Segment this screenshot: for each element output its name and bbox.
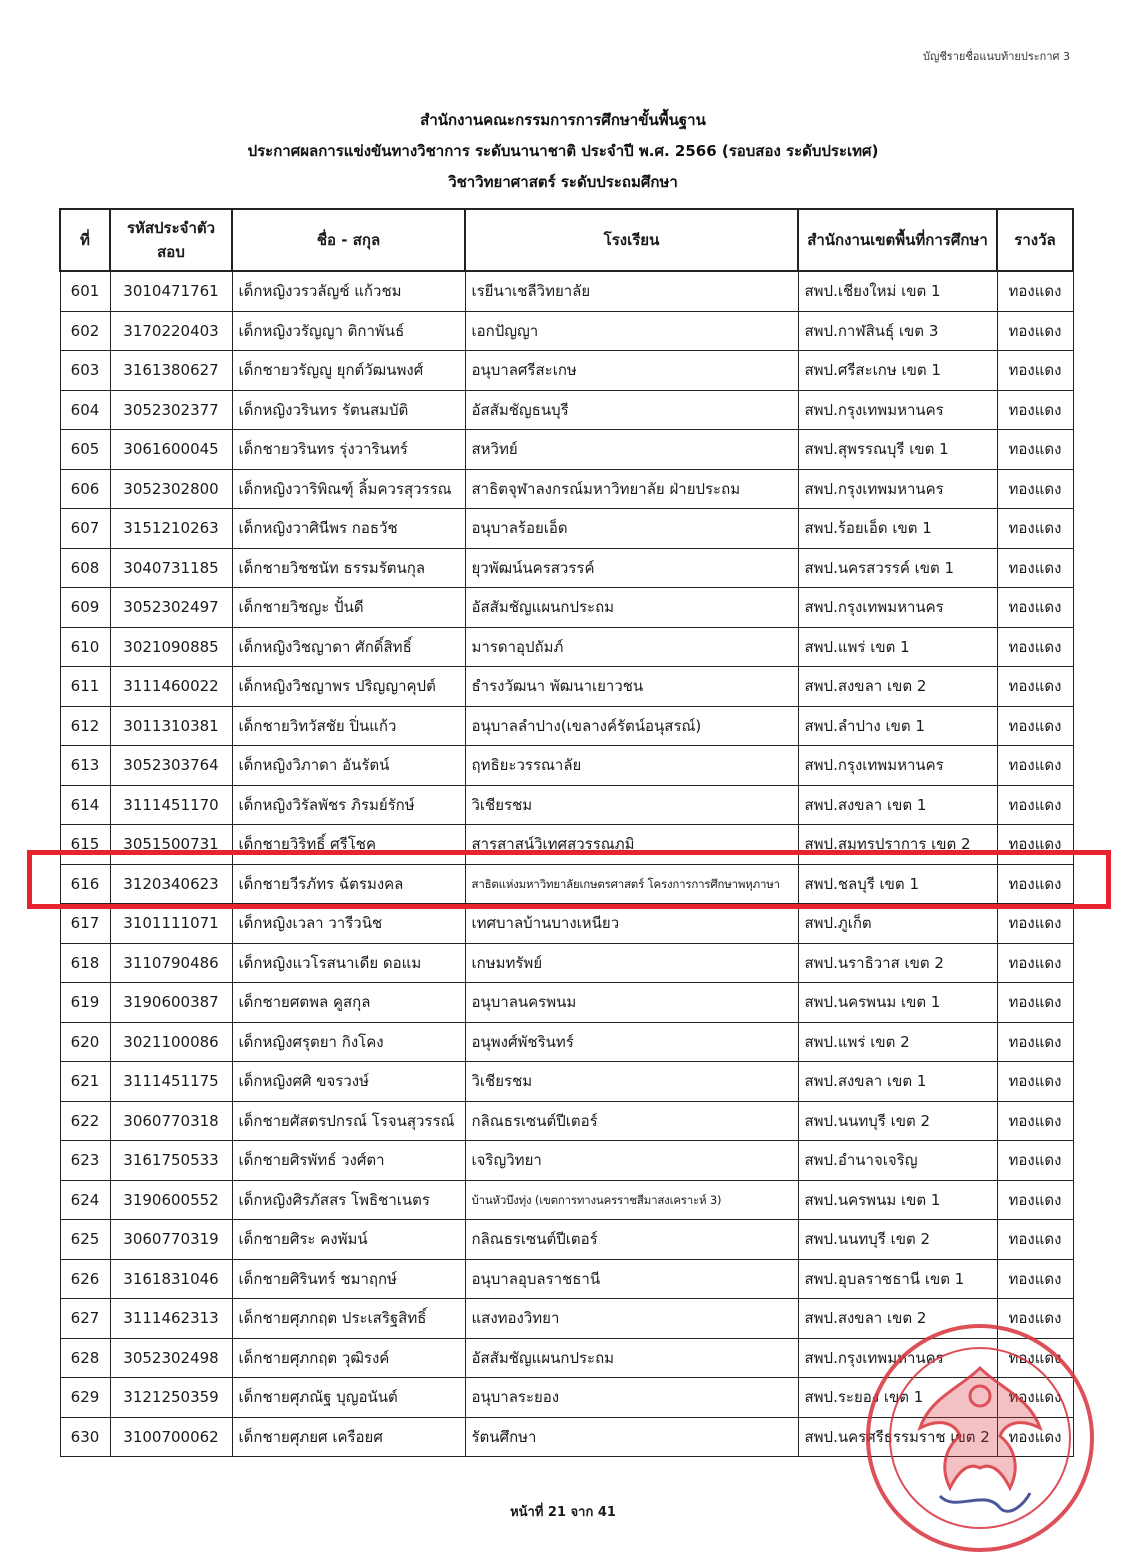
table-row [60, 1062, 1073, 1102]
cell-award: ทองแดง [997, 1259, 1073, 1299]
cell-name: เด็กชายศุภยศ เครือยศ [232, 1417, 465, 1457]
cell-name: เด็กชายศัสตรปกรณ์ โรจนสุวรรณ์ [232, 1101, 465, 1141]
cell-award: ทองแดง [997, 1378, 1073, 1418]
cell-exam-code: 3021100086 [110, 1022, 232, 1062]
cell-no: 622 [60, 1101, 110, 1141]
cell-exam-code: 3101111071 [110, 904, 232, 944]
cell-name: เด็กหญิงเวลา วารีวนิช [232, 904, 465, 944]
cell-area-office: สพป.กรุงเทพมหานคร [798, 1338, 997, 1378]
cell-school: อนุบาลลำปาง(เขลางค์รัตน์อนุสรณ์) [465, 706, 798, 746]
cell-area-office: สพป.นครพนม เขต 1 [798, 1180, 997, 1220]
header-school: โรงเรียน [465, 209, 798, 271]
cell-award: ทองแดง [997, 1101, 1073, 1141]
cell-exam-code: 3170220403 [110, 311, 232, 351]
cell-exam-code: 3111451170 [110, 785, 232, 825]
cell-no: 624 [60, 1180, 110, 1220]
cell-no: 605 [60, 430, 110, 470]
cell-no: 627 [60, 1299, 110, 1339]
cell-award: ทองแดง [997, 746, 1073, 786]
cell-award: ทองแดง [997, 904, 1073, 944]
table-row [60, 1180, 1073, 1220]
cell-area-office: สพป.กรุงเทพมหานคร [798, 390, 997, 430]
cell-no: 608 [60, 548, 110, 588]
cell-school: สหวิทย์ [465, 430, 798, 470]
cell-award: ทองแดง [997, 271, 1073, 311]
cell-school: ฤทธิยะวรรณาลัย [465, 746, 798, 786]
cell-no: 613 [60, 746, 110, 786]
cell-exam-code: 3060770319 [110, 1220, 232, 1260]
cell-name: เด็กชายศิรพัทธ์ วงศ์ตา [232, 1141, 465, 1181]
cell-no: 603 [60, 351, 110, 391]
cell-no: 626 [60, 1259, 110, 1299]
announcement-title: ประกาศผลการแข่งขันทางวิชาการ ระดับนานาชาติ ประจำปี พ.ศ. 2566 (รอบสอง ระดับประเทศ) [247, 142, 879, 160]
cell-no: 606 [60, 469, 110, 509]
results-table [59, 208, 1074, 1457]
cell-award: ทองแดง [997, 706, 1073, 746]
cell-exam-code: 3111460022 [110, 667, 232, 707]
cell-no: 620 [60, 1022, 110, 1062]
table-row [60, 311, 1073, 351]
cell-school: ยุวพัฒน์นครสวรรค์ [465, 548, 798, 588]
cell-exam-code: 3051500731 [110, 825, 232, 865]
cell-no: 618 [60, 943, 110, 983]
cell-area-office: สพป.ภูเก็ต [798, 904, 997, 944]
cell-school: เรยีนาเชลีวิทยาลัย [465, 271, 798, 311]
cell-area-office: สพป.อำนาจเจริญ [798, 1141, 997, 1181]
table-row [60, 509, 1073, 549]
cell-award: ทองแดง [997, 1180, 1073, 1220]
header-name: ชื่อ - สกุล [232, 209, 465, 271]
cell-name: เด็กหญิงวิชญาดา ศักดิ์สิทธิ์ [232, 627, 465, 667]
table-row [60, 904, 1073, 944]
header-area-office: สำนักงานเขตพื้นที่การศึกษา [798, 209, 997, 271]
cell-award: ทองแดง [997, 1417, 1073, 1457]
cell-no: 602 [60, 311, 110, 351]
cell-area-office: สพป.นครสวรรค์ เขต 1 [798, 548, 997, 588]
cell-exam-code: 3161380627 [110, 351, 232, 391]
cell-area-office: สพป.แพร่ เขต 1 [798, 627, 997, 667]
cell-award: ทองแดง [997, 1062, 1073, 1102]
cell-school: แสงทองวิทยา [465, 1299, 798, 1339]
table-row [60, 1022, 1073, 1062]
cell-name: เด็กชายวิชชนัท ธรรมรัตนกุล [232, 548, 465, 588]
cell-area-office: สพป.นนทบุรี เขต 2 [798, 1220, 997, 1260]
cell-exam-code: 3060770318 [110, 1101, 232, 1141]
cell-no: 629 [60, 1378, 110, 1418]
cell-area-office: สพป.ระยอง เขต 1 [798, 1378, 997, 1418]
cell-exam-code: 3100700062 [110, 1417, 232, 1457]
cell-school: อนุบาลร้อยเอ็ด [465, 509, 798, 549]
cell-name: เด็กชายศตพล คูสกุล [232, 983, 465, 1023]
cell-area-office: สพป.สงขลา เขต 2 [798, 667, 997, 707]
cell-award: ทองแดง [997, 943, 1073, 983]
table-header-row [60, 209, 1073, 271]
cell-award: ทองแดง [997, 864, 1073, 904]
table-row [60, 1101, 1073, 1141]
table-row [60, 588, 1073, 628]
cell-no: 612 [60, 706, 110, 746]
table-row [60, 706, 1073, 746]
cell-school: อนุบาลอุบลราชธานี [465, 1259, 798, 1299]
cell-area-office: สพป.นครพนม เขต 1 [798, 983, 997, 1023]
cell-school: เทศบาลบ้านบางเหนียว [465, 904, 798, 944]
cell-school: สารสาสน์วิเทศสุวรรณภูมิ [465, 825, 798, 865]
cell-name: เด็กหญิงวรัญญา ติกาพันธ์ [232, 311, 465, 351]
cell-award: ทองแดง [997, 509, 1073, 549]
cell-award: ทองแดง [997, 588, 1073, 628]
cell-award: ทองแดง [997, 430, 1073, 470]
table-row [60, 746, 1073, 786]
table-row [60, 983, 1073, 1023]
subject-title: วิชาวิทยาศาสตร์ ระดับประถมศึกษา [448, 173, 678, 191]
cell-area-office: สพป.กาฬสินธุ์ เขต 3 [798, 311, 997, 351]
table-row [60, 1141, 1073, 1181]
cell-school: อัสสัมชัญแผนกประถม [465, 1338, 798, 1378]
table-row [60, 548, 1073, 588]
cell-exam-code: 3052302377 [110, 390, 232, 430]
cell-award: ทองแดง [997, 548, 1073, 588]
cell-exam-code: 3040731185 [110, 548, 232, 588]
cell-school: สาธิตจุฬาลงกรณ์มหาวิทยาลัย ฝ่ายประถม [465, 469, 798, 509]
cell-name: เด็กหญิงศรุตยา กิงโคง [232, 1022, 465, 1062]
table-row [60, 351, 1073, 391]
cell-no: 616 [60, 864, 110, 904]
cell-name: เด็กชายวีรภัทร ฉัตรมงคล [232, 864, 465, 904]
cell-exam-code: 3161831046 [110, 1259, 232, 1299]
cell-no: 610 [60, 627, 110, 667]
cell-no: 604 [60, 390, 110, 430]
cell-name: เด็กหญิงวิชญาพร ปริญญาคุปต์ [232, 667, 465, 707]
cell-award: ทองแดง [997, 785, 1073, 825]
cell-award: ทองแดง [997, 469, 1073, 509]
cell-exam-code: 3052302497 [110, 588, 232, 628]
cell-exam-code: 3111451175 [110, 1062, 232, 1102]
cell-exam-code: 3151210263 [110, 509, 232, 549]
cell-exam-code: 3111462313 [110, 1299, 232, 1339]
cell-area-office: สพป.เชียงใหม่ เขต 1 [798, 271, 997, 311]
cell-no: 628 [60, 1338, 110, 1378]
cell-exam-code: 3052302498 [110, 1338, 232, 1378]
cell-no: 614 [60, 785, 110, 825]
cell-award: ทองแดง [997, 1220, 1073, 1260]
cell-no: 611 [60, 667, 110, 707]
table-row [60, 667, 1073, 707]
cell-exam-code: 3121250359 [110, 1378, 232, 1418]
cell-area-office: สพป.นนทบุรี เขต 2 [798, 1101, 997, 1141]
cell-no: 625 [60, 1220, 110, 1260]
cell-school: วิเชียรชม [465, 785, 798, 825]
table-row [60, 1220, 1073, 1260]
cell-school: อนุบาลนครพนม [465, 983, 798, 1023]
cell-school: วิเชียรชม [465, 1062, 798, 1102]
cell-name: เด็กหญิงศิรภัสสร โพธิชาเนตร [232, 1180, 465, 1220]
table-row [60, 627, 1073, 667]
cell-school: รัตนศึกษา [465, 1417, 798, 1457]
cell-no: 623 [60, 1141, 110, 1181]
cell-exam-code: 3021090885 [110, 627, 232, 667]
cell-school: อนุพงศ์พัชรินทร์ [465, 1022, 798, 1062]
cell-name: เด็กหญิงวาริพิณฑุ์ ลิ้มควรสุวรรณ [232, 469, 465, 509]
garuda-seal-icon [860, 1318, 1100, 1558]
header-no: ที่ [60, 209, 110, 271]
cell-school: อัสสัมชัญแผนกประถม [465, 588, 798, 628]
table-row [60, 430, 1073, 470]
header-award: รางวัล [997, 209, 1073, 271]
cell-name: เด็กหญิงศศิ ขจรวงษ์ [232, 1062, 465, 1102]
cell-area-office: สพป.สงขลา เขต 1 [798, 785, 997, 825]
cell-area-office: สพป.อุบลราชธานี เขต 1 [798, 1259, 997, 1299]
cell-school: เกษมทรัพย์ [465, 943, 798, 983]
cell-area-office: สพป.ชลบุรี เขต 1 [798, 864, 997, 904]
table-row [60, 390, 1073, 430]
cell-award: ทองแดง [997, 1022, 1073, 1062]
cell-area-office: สพป.กรุงเทพมหานคร [798, 588, 997, 628]
cell-school: เจริญวิทยา [465, 1141, 798, 1181]
cell-award: ทองแดง [997, 311, 1073, 351]
cell-name: เด็กหญิงวาศินีพร กอธวัช [232, 509, 465, 549]
cell-name: เด็กชายวรัญญู ยุกต์วัฒนพงศ์ [232, 351, 465, 391]
table-row [60, 469, 1073, 509]
office-title: สำนักงานคณะกรรมการการศึกษาขั้นพื้นฐาน [420, 111, 706, 129]
cell-exam-code: 3010471761 [110, 271, 232, 311]
cell-no: 609 [60, 588, 110, 628]
cell-exam-code: 3052302800 [110, 469, 232, 509]
cell-area-office: สพป.นราธิวาส เขต 2 [798, 943, 997, 983]
cell-name: เด็กหญิงวรินทร รัตนสมบัติ [232, 390, 465, 430]
cell-award: ทองแดง [997, 667, 1073, 707]
cell-exam-code: 3052303764 [110, 746, 232, 786]
cell-exam-code: 3120340623 [110, 864, 232, 904]
table-row [60, 943, 1073, 983]
cell-area-office: สพป.กรุงเทพมหานคร [798, 746, 997, 786]
cell-exam-code: 3161750533 [110, 1141, 232, 1181]
header-exam-code: รหัสประจำตัวสอบ [110, 209, 232, 271]
cell-area-office: สพป.สุพรรณบุรี เขต 1 [798, 430, 997, 470]
cell-no: 621 [60, 1062, 110, 1102]
highlight-box [27, 850, 1111, 909]
cell-no: 607 [60, 509, 110, 549]
cell-award: ทองแดง [997, 1338, 1073, 1378]
cell-name: เด็กชายศุภณัฐ บุญอนันต์ [232, 1378, 465, 1418]
cell-area-office: สพป.สงขลา เขต 1 [798, 1062, 997, 1102]
cell-school: สาธิตแห่งมหาวิทยาลัยเกษตรศาสตร์ โครงการการศึกษาพหุภาษา [465, 864, 798, 904]
cell-school: อนุบาลระยอง [465, 1378, 798, 1418]
cell-name: เด็กชายศุภกฤต ประเสริฐสิทธิ์ [232, 1299, 465, 1339]
cell-name: เด็กชายศิรินทร์ ชมาฤกษ์ [232, 1259, 465, 1299]
cell-name: เด็กหญิงแวโรสนาเดีย ดอแม [232, 943, 465, 983]
cell-area-office: สพป.สงขลา เขต 2 [798, 1299, 997, 1339]
cell-school: กลิณธรเซนต์ปีเตอร์ [465, 1220, 798, 1260]
cell-school: อนุบาลศรีสะเกษ [465, 351, 798, 391]
cell-award: ทองแดง [997, 627, 1073, 667]
cell-name: เด็กชายวิชญะ ปั้นดี [232, 588, 465, 628]
cell-name: เด็กหญิงวิภาดา อันรัตน์ [232, 746, 465, 786]
cell-name: เด็กชายวิริทธิ์ ศรีโชค [232, 825, 465, 865]
table-row [60, 271, 1073, 311]
cell-area-office: สพป.สมุทรปราการ เขต 2 [798, 825, 997, 865]
cell-no: 615 [60, 825, 110, 865]
cell-school: เอกปัญญา [465, 311, 798, 351]
cell-award: ทองแดง [997, 983, 1073, 1023]
cell-name: เด็กชายศิระ คงพัมน์ [232, 1220, 465, 1260]
cell-school: กลิณธรเซนต์ปีเตอร์ [465, 1101, 798, 1141]
cell-exam-code: 3190600387 [110, 983, 232, 1023]
cell-name: เด็กหญิงวรวลัญช์ แก้วชม [232, 271, 465, 311]
cell-name: เด็กชายวรินทร รุ่งวารินทร์ [232, 430, 465, 470]
cell-area-office: สพป.นครศรีธรรมราช เขต 2 [798, 1417, 997, 1457]
cell-exam-code: 3011310381 [110, 706, 232, 746]
cell-school: มารดาอุปถัมภ์ [465, 627, 798, 667]
cell-area-office: สพป.กรุงเทพมหานคร [798, 469, 997, 509]
cell-area-office: สพป.ร้อยเอ็ด เขต 1 [798, 509, 997, 549]
cell-exam-code: 3061600045 [110, 430, 232, 470]
cell-award: ทองแดง [997, 1141, 1073, 1181]
cell-no: 617 [60, 904, 110, 944]
cell-school: อัสสัมชัญธนบุรี [465, 390, 798, 430]
cell-school: บ้านหัวบึงทุ่ง (เขตการทางนครราชสีมาสงเคราะห์ 3) [465, 1180, 798, 1220]
cell-award: ทองแดง [997, 351, 1073, 391]
cell-area-office: สพป.ศรีสะเกษ เขต 1 [798, 351, 997, 391]
table-row [60, 1259, 1073, 1299]
cell-name: เด็กหญิงวิรัลพัชร ภิรมย์รักษ์ [232, 785, 465, 825]
cell-no: 619 [60, 983, 110, 1023]
page-number: หน้าที่ 21 จาก 41 [510, 1505, 616, 1520]
cell-no: 601 [60, 271, 110, 311]
cell-award: ทองแดง [997, 825, 1073, 865]
cell-award: ทองแดง [997, 390, 1073, 430]
cell-name: เด็กชายวิทวัสชัย ปิ่นแก้ว [232, 706, 465, 746]
cell-award: ทองแดง [997, 1299, 1073, 1339]
cell-exam-code: 3190600552 [110, 1180, 232, 1220]
cell-exam-code: 3110790486 [110, 943, 232, 983]
cell-name: เด็กชายศุภกฤต วุฒิรงค์ [232, 1338, 465, 1378]
cell-area-office: สพป.ลำปาง เขต 1 [798, 706, 997, 746]
attachment-note: บัญชีรายชื่อแนบท้ายประกาศ 3 [922, 50, 1070, 63]
cell-area-office: สพป.แพร่ เขต 2 [798, 1022, 997, 1062]
cell-school: ธำรงวัฒนา พัฒนาเยาวชน [465, 667, 798, 707]
cell-no: 630 [60, 1417, 110, 1457]
table-row [60, 785, 1073, 825]
